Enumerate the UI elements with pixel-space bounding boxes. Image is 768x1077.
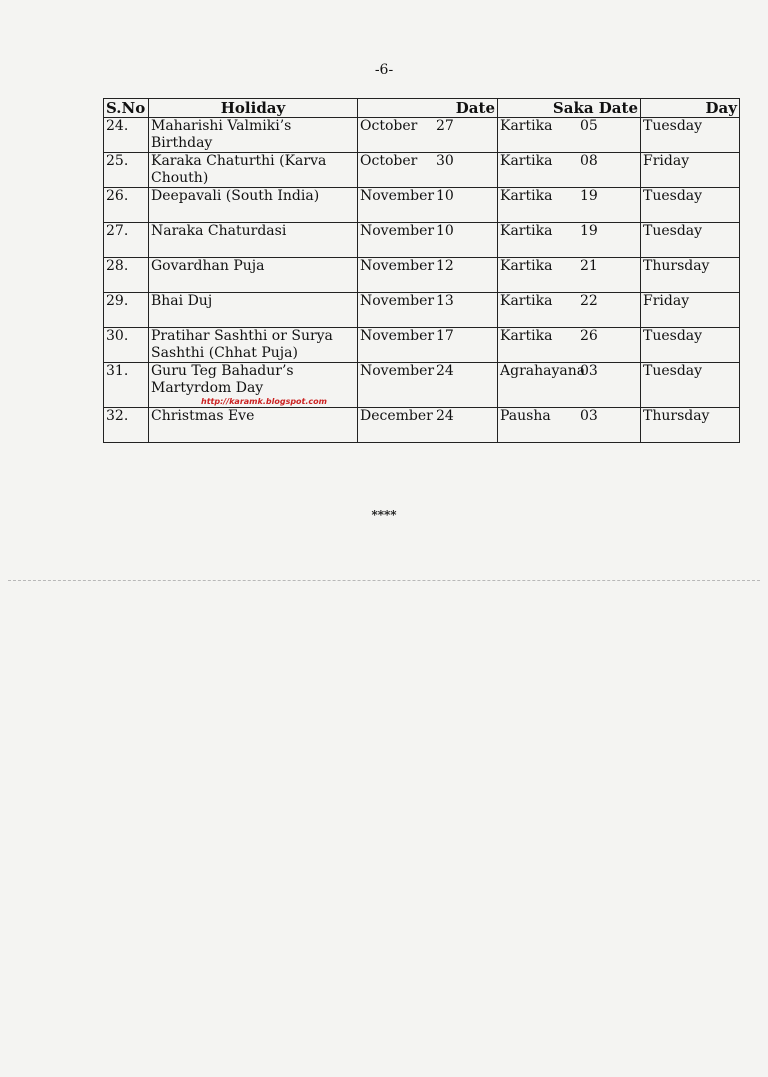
cell-date bbox=[358, 328, 498, 363]
saka-day: 05 bbox=[580, 118, 598, 134]
date-month: November bbox=[360, 363, 435, 379]
cell-day: Thursday bbox=[641, 408, 740, 443]
saka-day: 26 bbox=[580, 328, 598, 344]
date-month: November bbox=[360, 258, 435, 274]
page-number: -6- bbox=[374, 62, 394, 78]
date-day: 13 bbox=[436, 293, 454, 309]
date-day: 30 bbox=[436, 153, 454, 169]
cell-date bbox=[358, 118, 498, 153]
cell-holiday: Bhai Duj bbox=[149, 293, 358, 328]
cell-holiday bbox=[149, 363, 358, 408]
saka-day: 22 bbox=[580, 293, 598, 309]
date-month: November bbox=[360, 293, 435, 309]
saka-month: Kartika bbox=[500, 188, 553, 204]
cell-holiday: Deepavali (South India) bbox=[149, 188, 358, 223]
table-row bbox=[104, 328, 740, 363]
date-day: 24 bbox=[436, 408, 454, 424]
saka-month: Agrahayana bbox=[500, 363, 586, 379]
table-header-row bbox=[104, 99, 740, 118]
date-month: October bbox=[360, 118, 418, 134]
saka-month: Kartika bbox=[500, 293, 553, 309]
table-row bbox=[104, 258, 740, 293]
cell-saka-date bbox=[498, 118, 641, 153]
date-day: 27 bbox=[436, 118, 454, 134]
date-day: 10 bbox=[436, 223, 454, 239]
saka-day: 21 bbox=[580, 258, 598, 274]
saka-month: Kartika bbox=[500, 328, 553, 344]
cell-sno: 28. bbox=[104, 258, 149, 293]
holiday-table bbox=[103, 98, 740, 443]
date-day: 12 bbox=[436, 258, 454, 274]
cell-day: Thursday bbox=[641, 258, 740, 293]
table-row bbox=[104, 408, 740, 443]
saka-day: 19 bbox=[580, 223, 598, 239]
header-day: Day bbox=[641, 99, 740, 118]
holiday-name: Guru Teg Bahadur’s Martyrdom Day bbox=[151, 363, 294, 396]
cell-date bbox=[358, 188, 498, 223]
cell-date bbox=[358, 258, 498, 293]
cell-sno: 26. bbox=[104, 188, 149, 223]
saka-month: Kartika bbox=[500, 223, 553, 239]
cell-sno: 30. bbox=[104, 328, 149, 363]
table-row bbox=[104, 223, 740, 258]
saka-month: Kartika bbox=[500, 118, 553, 134]
cell-sno: 31. bbox=[104, 363, 149, 408]
cell-sno: 25. bbox=[104, 153, 149, 188]
cell-holiday: Christmas Eve bbox=[149, 408, 358, 443]
cell-sno: 32. bbox=[104, 408, 149, 443]
date-month: November bbox=[360, 328, 435, 344]
cell-holiday: Naraka Chaturdasi bbox=[149, 223, 358, 258]
saka-day: 03 bbox=[580, 408, 598, 424]
end-marker: **** bbox=[371, 508, 397, 522]
cell-saka-date bbox=[498, 408, 641, 443]
cell-date bbox=[358, 153, 498, 188]
table-row bbox=[104, 118, 740, 153]
cell-holiday: Pratihar Sashthi or Surya Sashthi (Chhat Puja) bbox=[149, 328, 358, 363]
cell-sno: 24. bbox=[104, 118, 149, 153]
date-day: 24 bbox=[436, 363, 454, 379]
cell-saka-date bbox=[498, 293, 641, 328]
table-row bbox=[104, 188, 740, 223]
saka-day: 19 bbox=[580, 188, 598, 204]
cell-date bbox=[358, 363, 498, 408]
saka-month: Kartika bbox=[500, 153, 553, 169]
header-holiday: Holiday bbox=[149, 99, 358, 118]
date-month: November bbox=[360, 188, 435, 204]
header-saka-date: Saka Date bbox=[498, 99, 641, 118]
cell-date bbox=[358, 293, 498, 328]
cell-saka-date bbox=[498, 153, 641, 188]
cell-day: Tuesday bbox=[641, 188, 740, 223]
cell-day: Tuesday bbox=[641, 328, 740, 363]
cell-saka-date bbox=[498, 363, 641, 408]
cell-day: Friday bbox=[641, 153, 740, 188]
watermark: http://karamk.blogspot.com bbox=[201, 397, 327, 406]
cell-day: Tuesday bbox=[641, 223, 740, 258]
date-month: November bbox=[360, 223, 435, 239]
saka-day: 03 bbox=[580, 363, 598, 379]
cell-date bbox=[358, 408, 498, 443]
table-row bbox=[104, 153, 740, 188]
cell-saka-date bbox=[498, 188, 641, 223]
cell-holiday: Maharishi Valmiki’s Birthday bbox=[149, 118, 358, 153]
cell-day: Friday bbox=[641, 293, 740, 328]
cell-date bbox=[358, 223, 498, 258]
table-row bbox=[104, 293, 740, 328]
table-row bbox=[104, 363, 740, 408]
cell-holiday: Govardhan Puja bbox=[149, 258, 358, 293]
header-sno: S.No bbox=[104, 99, 149, 118]
cell-saka-date bbox=[498, 258, 641, 293]
cell-saka-date bbox=[498, 328, 641, 363]
cell-sno: 29. bbox=[104, 293, 149, 328]
date-month: December bbox=[360, 408, 433, 424]
saka-month: Kartika bbox=[500, 258, 553, 274]
header-date: Date bbox=[358, 99, 498, 118]
cell-day: Tuesday bbox=[641, 118, 740, 153]
cell-holiday: Karaka Chaturthi (Karva Chouth) bbox=[149, 153, 358, 188]
date-day: 17 bbox=[436, 328, 454, 344]
cell-saka-date bbox=[498, 223, 641, 258]
date-month: October bbox=[360, 153, 418, 169]
scan-artifact-line bbox=[8, 580, 760, 581]
saka-day: 08 bbox=[580, 153, 598, 169]
cell-sno: 27. bbox=[104, 223, 149, 258]
cell-day: Tuesday bbox=[641, 363, 740, 408]
saka-month: Pausha bbox=[500, 408, 551, 424]
date-day: 10 bbox=[436, 188, 454, 204]
